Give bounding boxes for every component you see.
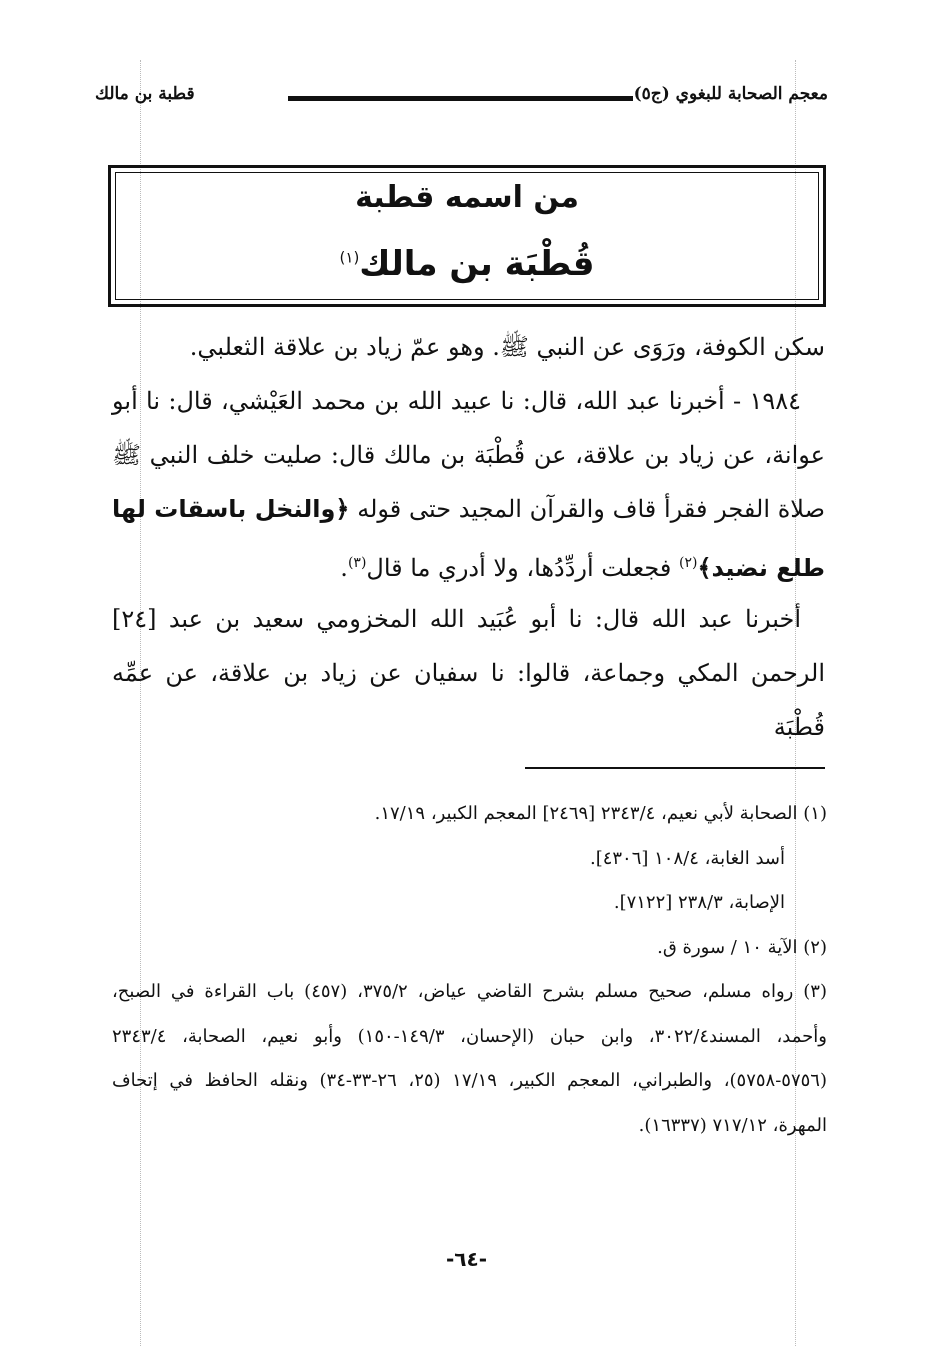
hadith-text: [112, 374, 825, 595]
footnote: (٢) الآية ١٠ / سورة ق.: [657, 936, 827, 958]
header-book-title: معجم الصحابة للبغوي (ج٥): [633, 84, 828, 104]
next-hadith-paragraph: [112, 592, 825, 754]
intro-text: سكن الكوفة، ورَوَى عن النبي ﷺ. وهو عمّ زياد بن علاقة الثعلبي.: [189, 333, 825, 361]
running-header: [95, 84, 828, 114]
footnotes: [112, 792, 827, 1148]
footnote-separator: [525, 767, 825, 769]
intro-paragraph: [112, 320, 825, 374]
header-rule: [288, 96, 633, 101]
footnote-ref: (٢): [678, 555, 698, 571]
hadith-text-b: فجعلت أردِّدُها، ولا أدري ما قال: [366, 554, 679, 582]
footnote: (١) الصحابة لأبي نعيم، ٢٣٤٣/٤ [٢٤٦٩] المعجم الكبير، ١٧/١٩.: [374, 803, 827, 824]
quran-verse: ﴿والنخل باسقات لها طلع نضيد﴾: [112, 495, 825, 582]
entry-title-text: قُطْبَة بن مالك: [359, 244, 595, 284]
hadith-text-a: ١٩٨٤ - أخبرنا عبد الله، قال: نا عبيد الله بن محمد العَيْشي، قال: نا أبو عوانة، عن زياد بن علاقة، عن قُطْبَة بن مالك قال: صليت خلف النبي ﷺ صلاة الفجر فقرأ قاف والقرآن المجيد حتى قوله: [112, 387, 826, 523]
footnote-ref: (١): [339, 248, 360, 267]
section-title: من اسمه قطبة: [355, 180, 579, 215]
next-hadith-text: أخبرنا عبد الله قال: نا أبو عُبَيد الله المخزومي سعيد بن عبد [٢٤] الرحمن المكي وجماعة، قالوا: نا سفيان عن زياد بن علاقة، عن عمِّه قُطْبَة: [112, 605, 825, 741]
title-box: [108, 165, 826, 307]
footnote-continuation: الإصابة، ٢٣٨/٣ [٧١٢٢].: [613, 892, 785, 913]
hadith-paragraph: [112, 374, 825, 595]
entry-title: [111, 244, 823, 284]
hadith-text-end: .: [340, 554, 348, 582]
header-entry-name: قطبة بن مالك: [95, 84, 195, 104]
footnote-ref: (٣): [347, 555, 367, 571]
footnote: (٣) رواه مسلم، صحيح مسلم بشرح القاضي عياض، ٣٧٥/٢، (٤٥٧) باب القراءة في الصبح، وأحمد، المسند٣٠٢٢/٤، وابن حبان (الإحسان، ١٤٩/٣-١٥٠) وأبو نعيم، الصحابة، ٢٣٤٣/٤ (٥٧٥٦-٥٧٥٨)، والطبراني، المعجم الكبير، ١٧/١٩ (٢٥، ٢٦-٣٣-٣٤) ونقله الحافظ في إتحاف المهرة، ٧١٧/١٢ (١٦٣٣٧).: [112, 981, 827, 1136]
footnote-continuation: أسد الغابة، ١٠٨/٤ [٤٣٠٦].: [589, 847, 785, 869]
page-number: -٦٤-: [445, 1247, 488, 1271]
